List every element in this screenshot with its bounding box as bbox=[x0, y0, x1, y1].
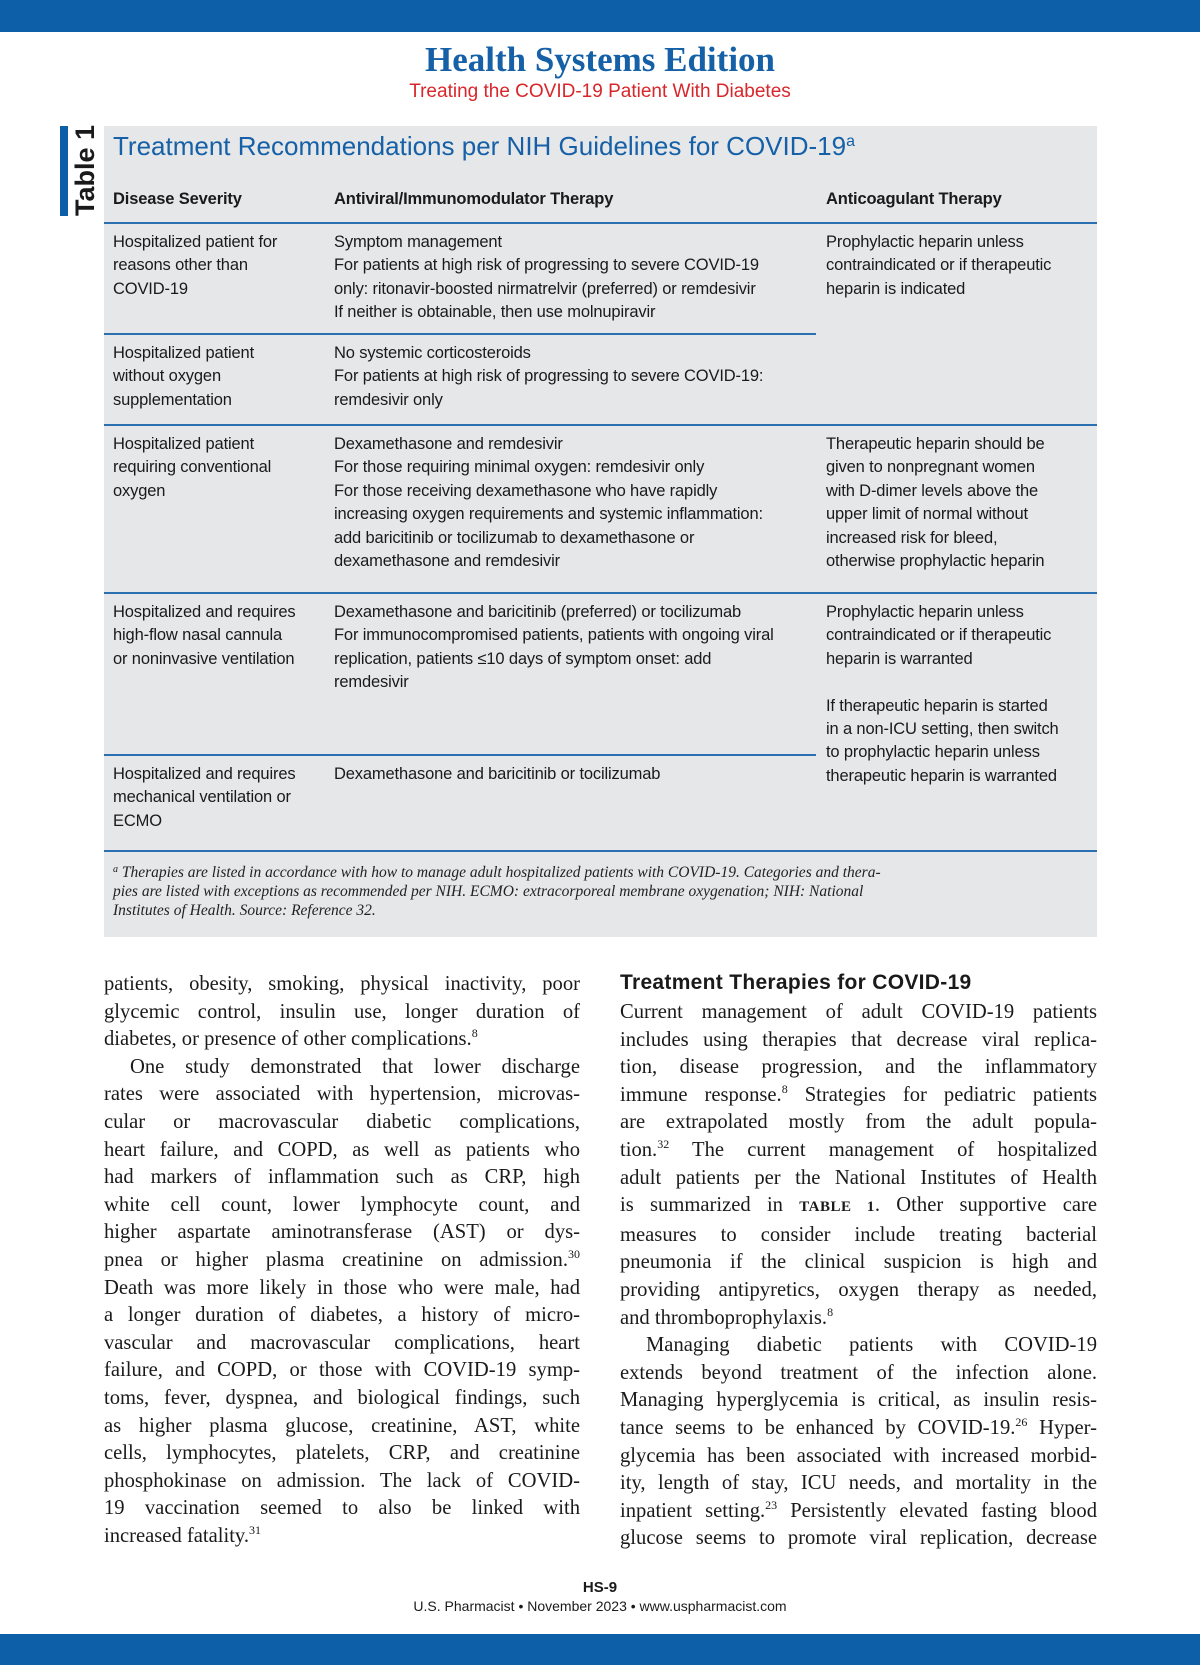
text-line: measures to consider include treating bacterial bbox=[620, 1223, 1097, 1246]
text-line: heart failure, and COPD, as well as patients who bbox=[104, 1138, 580, 1161]
text-line: ity, length of stay, ICU needs, and mortality in the bbox=[620, 1472, 1097, 1495]
row3-severity bbox=[113, 433, 271, 503]
cell-line: or noninvasive ventilation bbox=[113, 649, 295, 668]
row4-antiviral bbox=[334, 601, 774, 695]
cell-line: increased risk for bleed, bbox=[826, 528, 998, 547]
text-line: Managing diabetic patients with COVID-19 bbox=[646, 1334, 1097, 1357]
cell-line: reasons other than bbox=[113, 256, 248, 275]
reference-marker: 8 bbox=[827, 1304, 834, 1319]
text-run: tance seems to be enhanced by COVID-19. bbox=[620, 1416, 1016, 1439]
text-run: diabetes, or presence of other complications. bbox=[104, 1028, 472, 1051]
cell-line: therapeutic heparin is warranted bbox=[826, 766, 1057, 785]
text-line: adult patients per the National Institutes of Health bbox=[620, 1166, 1097, 1189]
text-line bbox=[620, 1137, 1097, 1165]
text-line: Current management of adult COVID-19 patients bbox=[620, 1001, 1097, 1023]
cell-line: Dexamethasone and baricitinib or tocilizumab bbox=[334, 765, 661, 783]
table-title-footnote-marker: a bbox=[846, 133, 856, 150]
cell-line: For patients at high risk of progressing to severe COVID-19 bbox=[334, 256, 759, 275]
cell-line: ECMO bbox=[113, 811, 162, 830]
cell-line: heparin is indicated bbox=[826, 279, 966, 298]
text-run: increased fatality. bbox=[104, 1524, 250, 1547]
text-line bbox=[620, 1498, 1097, 1526]
cell-line: Symptom management bbox=[334, 233, 502, 251]
text-line: glycemic control, insulin use, longer duration of bbox=[104, 1000, 580, 1023]
reference-marker: 8 bbox=[471, 1026, 478, 1041]
cell-line: only: ritonavir-boosted nirmatrelvir (preferred) or remdesivir bbox=[334, 279, 756, 298]
text-line: a longer duration of diabetes, a history of micro- bbox=[104, 1304, 580, 1327]
text-line: Death was more likely in those who were male, had bbox=[104, 1276, 580, 1299]
table-title bbox=[113, 131, 855, 162]
table-tab bbox=[60, 126, 100, 216]
page-footer bbox=[0, 1578, 1200, 1616]
column-header-severity: Disease Severity bbox=[113, 190, 242, 208]
cell-line: Hospitalized and requires bbox=[113, 765, 296, 783]
publication-info: U.S. Pharmacist • November 2023 • www.uspharmacist.com bbox=[413, 1598, 787, 1614]
reference-marker: 8 bbox=[781, 1081, 788, 1096]
cell-line: replication, patients ≤10 days of symptom onset: add bbox=[334, 649, 712, 668]
cell-line: dexamethasone and remdesivir bbox=[334, 552, 561, 571]
footnote-line: Therapies are listed in accordance with how to manage adult hospitalized patients with COVID-19. Categories and thera- bbox=[121, 864, 881, 881]
cell-line: Prophylactic heparin unless bbox=[826, 603, 1024, 621]
text-line bbox=[620, 1415, 1097, 1443]
text-line: are extrapolated mostly from the adult popula- bbox=[620, 1111, 1097, 1134]
left-column bbox=[104, 971, 580, 1550]
cell-line: Dexamethasone and remdesivir bbox=[334, 435, 563, 453]
cell-line: otherwise prophylactic heparin bbox=[826, 552, 1045, 571]
footnote-rule bbox=[104, 850, 1097, 852]
row5-antiviral bbox=[334, 763, 660, 786]
cell-line: supplementation bbox=[113, 390, 232, 409]
header-rule bbox=[104, 222, 1097, 224]
text-line: failure, and COPD, or those with COVID-19 symp- bbox=[104, 1359, 580, 1382]
footnote-marker: a bbox=[113, 864, 118, 875]
column-header-antiviral: Antiviral/Immunomodulator Therapy bbox=[334, 190, 614, 208]
cell-line: upper limit of normal without bbox=[826, 505, 1028, 524]
text-run: Persistently elevated fasting blood bbox=[777, 1499, 1097, 1522]
cell-line: increasing oxygen requirements and systemic inflammation: bbox=[334, 505, 763, 524]
row-rule bbox=[104, 333, 816, 335]
cell-line: remdesivir only bbox=[334, 390, 443, 409]
text-line: cells, lymphocytes, platelets, CRP, and creatinine bbox=[104, 1442, 580, 1465]
text-line: glucose seems to promote viral replication, decrease bbox=[620, 1527, 1097, 1550]
text-line: pneumonia if the clinical suspicion is high and bbox=[620, 1251, 1097, 1274]
text-line: One study demonstrated that lower discharge bbox=[130, 1055, 580, 1078]
top-color-bar bbox=[0, 0, 1200, 32]
footnote-line: Institutes of Health. Source: Reference 32. bbox=[113, 902, 376, 919]
row1-antiviral bbox=[334, 231, 759, 325]
text-line: had markers of inflammation such as CRP, high bbox=[104, 1166, 580, 1189]
text-line: providing antipyretics, oxygen therapy as needed, bbox=[620, 1278, 1097, 1301]
text-line bbox=[104, 1523, 580, 1551]
table-footnote bbox=[113, 860, 1083, 920]
text-line: patients, obesity, smoking, physical inactivity, poor bbox=[104, 973, 580, 995]
reference-marker: 30 bbox=[568, 1246, 580, 1261]
cell-line: Hospitalized patient bbox=[113, 435, 255, 453]
cell-line: Dexamethasone and baricitinib (preferred) or tocilizumab bbox=[334, 603, 742, 621]
row1-2-anticoagulant bbox=[826, 231, 1051, 301]
section-heading: Treatment Therapies for COVID-19 bbox=[620, 971, 972, 994]
row4-severity bbox=[113, 601, 295, 671]
cell-line: add baricitinib or tocilizumab to dexamethasone or bbox=[334, 528, 695, 547]
text-line: toms, fever, dyspnea, and biological findings, such bbox=[104, 1386, 580, 1409]
text-run: inpatient setting. bbox=[620, 1499, 766, 1522]
text-run: is summarized in bbox=[620, 1194, 800, 1217]
cell-line: without oxygen bbox=[113, 367, 221, 386]
text-line: Managing hyperglycemia is critical, as insulin resis- bbox=[620, 1389, 1097, 1412]
row2-severity bbox=[113, 342, 254, 412]
row2-antiviral bbox=[334, 342, 763, 412]
row5-severity bbox=[113, 763, 295, 833]
text-run: . Other supportive care bbox=[874, 1194, 1097, 1217]
text-line: white cell count, lower lymphocyte count, and bbox=[104, 1193, 580, 1216]
page-header bbox=[0, 40, 1200, 104]
reference-marker: 31 bbox=[249, 1522, 262, 1537]
table-tab-label: Table 1 bbox=[70, 124, 100, 216]
treatment-table bbox=[104, 126, 1097, 937]
column-header-anticoagulant: Anticoagulant Therapy bbox=[826, 190, 1002, 208]
text-line: tion, disease progression, and the inflammatory bbox=[620, 1056, 1097, 1079]
text-run: immune response. bbox=[620, 1083, 782, 1106]
cell-spacer bbox=[826, 671, 1059, 694]
cell-line: remdesivir bbox=[334, 673, 409, 692]
row-rule bbox=[104, 592, 1097, 594]
cell-line: No systemic corticosteroids bbox=[334, 344, 531, 362]
edition-title: Health Systems Edition bbox=[424, 40, 776, 79]
text-line: 19 vaccination seemed to also be linked with bbox=[104, 1497, 580, 1520]
cell-line: given to nonpregnant women bbox=[826, 458, 1035, 477]
text-line bbox=[620, 1192, 1097, 1222]
text-run: Strategies for pediatric patients bbox=[787, 1083, 1097, 1106]
page-number: HS-9 bbox=[582, 1579, 618, 1596]
cell-line: contraindicated or if therapeutic bbox=[826, 626, 1052, 645]
cell-line: contraindicated or if therapeutic bbox=[826, 256, 1052, 275]
text-run: pnea or higher plasma creatinine on admission. bbox=[104, 1248, 568, 1271]
text-line: as higher plasma glucose, creatinine, AST, white bbox=[104, 1414, 580, 1437]
right-column bbox=[620, 999, 1097, 1553]
row1-severity bbox=[113, 231, 277, 301]
row4-5-anticoagulant bbox=[826, 601, 1059, 788]
reference-marker: 32 bbox=[657, 1136, 670, 1151]
cell-line: Therapeutic heparin should be bbox=[826, 435, 1045, 453]
reference-marker: 23 bbox=[765, 1497, 778, 1512]
cell-line: heparin is warranted bbox=[826, 649, 973, 668]
table-reference: TABLE 1 bbox=[799, 1199, 875, 1216]
cell-line: Prophylactic heparin unless bbox=[826, 233, 1024, 251]
text-run: tion. bbox=[620, 1138, 658, 1161]
cell-line: For patients at high risk of progressing to severe COVID-19: bbox=[334, 367, 764, 386]
footnote-line: pies are listed with exceptions as recommended per NIH. ECMO: extracorporeal membrane oxygenation; NIH: National bbox=[113, 883, 864, 900]
text-line bbox=[620, 1305, 1097, 1333]
text-line: extends beyond treatment of the infection alone. bbox=[620, 1361, 1097, 1384]
text-line: vascular and macrovascular complications, heart bbox=[104, 1331, 580, 1354]
cell-line: with D-dimer levels above the bbox=[826, 481, 1039, 500]
row3-anticoagulant bbox=[826, 433, 1045, 573]
cell-line: high-flow nasal cannula bbox=[113, 626, 282, 645]
cell-line: COVID-19 bbox=[113, 279, 188, 298]
text-run: and thromboprophylaxis. bbox=[620, 1306, 828, 1329]
cell-line: Hospitalized patient for bbox=[113, 233, 278, 251]
cell-line: Hospitalized and requires bbox=[113, 603, 296, 621]
cell-line: For immunocompromised patients, patients with ongoing viral bbox=[334, 626, 774, 645]
text-line: glycemia has been associated with increased morbid- bbox=[620, 1444, 1097, 1467]
row-rule bbox=[104, 424, 1097, 426]
table-tab-stripe bbox=[60, 126, 68, 216]
cell-line: requiring conventional bbox=[113, 458, 272, 477]
article-subtitle: Treating the COVID-19 Patient With Diabetes bbox=[409, 81, 791, 102]
row3-antiviral bbox=[334, 433, 763, 573]
cell-line: oxygen bbox=[113, 481, 166, 500]
text-line: includes using therapies that decrease viral replica- bbox=[620, 1028, 1097, 1051]
text-run: Hyper- bbox=[1027, 1416, 1097, 1439]
reference-marker: 26 bbox=[1015, 1414, 1028, 1429]
table-title-text: Treatment Recommendations per NIH Guidelines for COVID-19 bbox=[113, 131, 847, 161]
cell-line: For those receiving dexamethasone who have rapidly bbox=[334, 481, 718, 500]
cell-line: If neither is obtainable, then use molnupiravir bbox=[334, 303, 656, 322]
cell-line: to prophylactic heparin unless bbox=[826, 743, 1040, 762]
text-line: higher aspartate aminotransferase (AST) or dys- bbox=[104, 1221, 580, 1244]
text-line: rates were associated with hypertension, microvas- bbox=[104, 1083, 580, 1106]
bottom-color-bar bbox=[0, 1634, 1200, 1665]
cell-line: Hospitalized patient bbox=[113, 344, 255, 362]
text-line: phosphokinase on admission. The lack of COVID- bbox=[104, 1469, 580, 1492]
cell-line: in a non-ICU setting, then switch bbox=[826, 720, 1059, 739]
text-line bbox=[104, 1026, 580, 1054]
text-run: The current management of hospitalized bbox=[669, 1138, 1097, 1161]
row-rule bbox=[104, 754, 816, 756]
cell-line: If therapeutic heparin is started bbox=[826, 696, 1048, 715]
text-line: cular or macrovascular diabetic complications, bbox=[104, 1110, 580, 1133]
text-line bbox=[104, 1247, 580, 1275]
text-line bbox=[620, 1082, 1097, 1110]
cell-line: mechanical ventilation or bbox=[113, 788, 291, 807]
cell-line: For those requiring minimal oxygen: remdesivir only bbox=[334, 458, 705, 477]
